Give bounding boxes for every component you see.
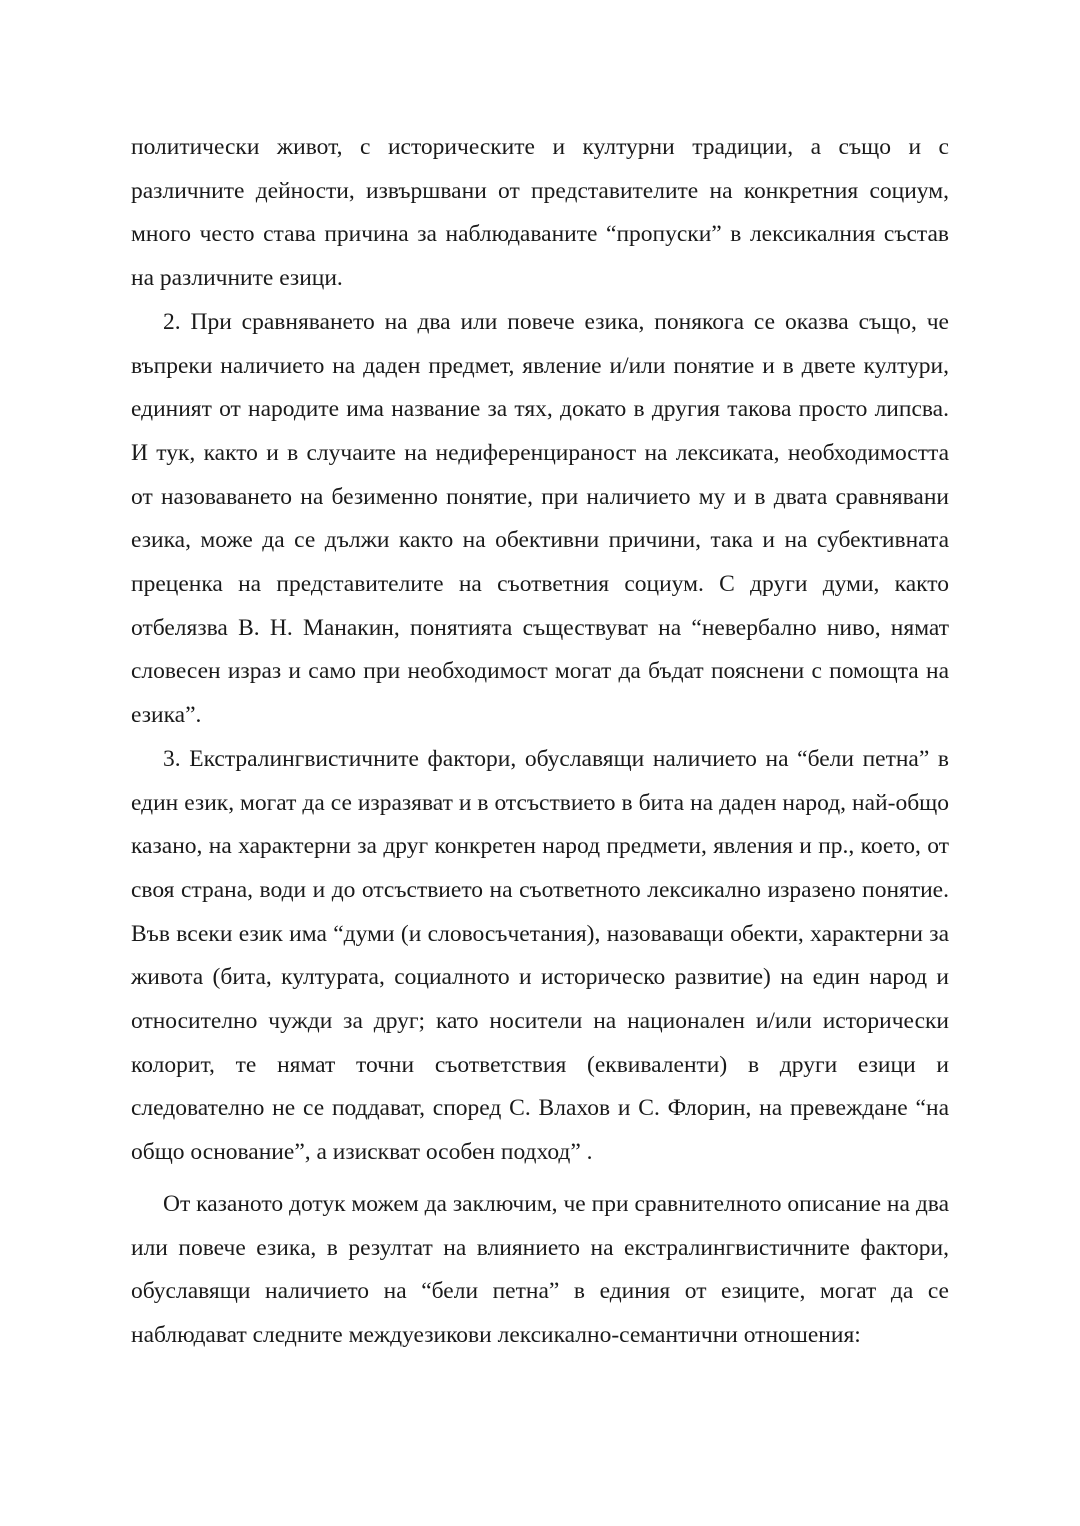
paragraph-continuation: политически живот, с историческите и културни традиции, а също и с различните дейности, извършвани от представителите на конкретния социум, много често става причина за наблюдаваните “пропуски” в лексикалния състав на различните езици. <box>131 134 949 292</box>
paragraph-point-3: 3. Екстралингвистичните фактори, обуславящи наличието на “бели петна” в един език, могат да се изразяват и в отсъствието в бита на даден народ, най-общо казано, на характерни за друг конкретен народ предмети, явления и пр., което, от своя страна, води и до отсъствието на съответното лексикално изразено понятие. Във всеки език има “думи (и словосъчетания), назоваващи обекти, характерни за живота (бита, културата, социалното и историческо развитие) на един народ и относително чужди за друг; като носители на национален и/или исторически колорит, те нямат точни съответствия (еквиваленти) в други езици и следователно не се поддават, според С. Влахов и С. Флорин, на превеждане “на общо основание”, а изискват особен подход” . <box>131 745 949 1166</box>
paragraph-conclusion: От казаното дотук можем да заключим, че при сравнителното описание на два или повече езика, в резултат на влиянието на екстралингвистичните фактори, обуславящи наличието на “бели петна” в единия от езиците, могат да се наблюдават следните междуезикови лексикално-семантични отношения: <box>131 1190 949 1348</box>
paragraph-point-2: 2. При сравняването на два или повече езика, понякога се оказва също, че въпреки наличието на даден предмет, явление и/или понятие и в двете култури, единият от народите има название за тях, докато в другия такова просто липсва. И тук, както и в случаите на недиференцираност на лексиката, необходимостта от назоваването на безименно понятие, при наличието му и в двата сравнявани езика, може да се дължи както на обективни причини, така и на субективната преценка на представителите на съответния социум. С други думи, както отбелязва В. Н. Манакин, понятията съществуват на “невербално ниво, нямат словесен израз и само при необходимост могат да бъдат пояснени с помощта на езика”. <box>131 308 949 729</box>
body-text <box>131 126 949 1358</box>
